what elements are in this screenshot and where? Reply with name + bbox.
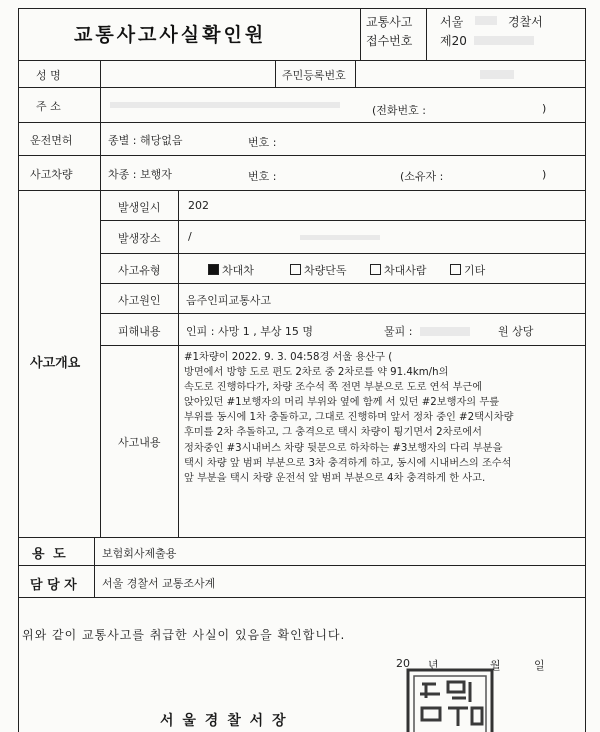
license-label: 운전면허 [30,134,73,147]
phone-label: (전화번호 : [372,104,426,117]
summary-section-label: 사고개요 [30,356,81,371]
day-label: 일 [534,659,545,672]
name-label: 성 명 [36,69,61,82]
officer-label: 담 당 자 [30,578,77,593]
signer: 서 울 경 찰 서 장 [160,713,288,729]
border-top [18,8,586,9]
receipt-number: 제20 [440,34,467,48]
type-option-2: 차대사람 [370,262,427,278]
police-station-suffix: 경찰서 [508,15,543,29]
official-seal-icon [404,668,496,732]
address-label: 주 소 [36,100,61,113]
border-right [585,8,586,732]
location-value: / [188,230,192,243]
vehicle-label: 사고차량 [30,168,73,181]
type-label: 사고유형 [118,264,161,277]
type-option-0: 차대차 [208,262,254,278]
type-option-1: 차량단독 [290,262,347,278]
police-station: 서울 [440,15,464,29]
license-type: 종별 : 해당없음 [108,134,183,147]
purpose-label: 용 도 [32,547,68,562]
license-number-label: 번호 : [248,136,277,149]
damage-text: 인피 : 사망 1 , 부상 15 명 [186,325,314,338]
seal-glyph-strokes [420,682,482,726]
year-label: 년 [428,659,439,672]
checkbox-icon [290,264,301,275]
property-suffix: 원 상당 [498,325,534,338]
receipt-label-2: 접수번호 [366,34,413,48]
document-title: 교통사고사실확인원 [74,24,267,46]
checkbox-icon [208,264,219,275]
datetime-value: 202 [188,199,209,212]
confirmation-text: 위와 같이 교통사고를 취급한 사실이 있음을 확인합니다. [22,628,346,642]
officer-value: 서울 경찰서 교통조사계 [102,577,216,590]
id-number-label: 주민등록번호 [282,69,346,82]
datetime-label: 발생일시 [118,201,161,214]
cause-value: 음주인피교통사고 [186,294,272,307]
content-text: #1차량이 2022. 9. 3. 04:58경 서울 용산구 ( 방면에서 방향 도로 편도 2차로 중 2차로를 약 91.4km/h의 속도로 진행하다가, 차량 조수석 쪽 전면 부분으로 도로 연석 부근에 앉아있던 #1보행자의 머리 부위와 옆에 함께 서 있던 #2보행자의 무릎 부위를 동시에 1차 충돌하고, 그대로 진행하며 앞서 정차 중인 #2택시차량 후미를 2차 추돌하고, 그 충격으로 택시 차량이 튕기면서 2차로에서 정차중인 #3시내버스 차량 뒷문으로 하차하는 #3보행자의 다리 부분을 택시 차량 앞 범퍼 부분으로 3차 충격하게 하고, 동시에 시내버스의 조수석 앞 부분을 택시 차량 운전석 앞 범퍼 부분으로 4차 충격하게 한 사고. [184,352,514,484]
checkbox-icon [370,264,381,275]
location-label: 발생장소 [118,232,161,245]
cause-label: 사고원인 [118,294,161,307]
vehicle-number-label: 번호 : [248,170,277,183]
month-label: 월 [490,659,501,672]
border-left [18,8,19,732]
type-option-3: 기타 [450,262,485,278]
owner-label: (소유자 : [400,170,444,183]
year-prefix: 20 [396,657,410,670]
damage-label: 피해내용 [118,325,161,338]
content-label: 사고내용 [118,436,161,449]
phone-close: ) [542,102,547,115]
vehicle-type: 차종 : 보행자 [108,168,172,181]
purpose-value: 보험회사제출용 [102,547,177,560]
checkbox-icon [450,264,461,275]
property-label: 물피 : [384,325,413,338]
receipt-label-1: 교통사고 [366,15,413,29]
owner-close: ) [542,168,547,181]
